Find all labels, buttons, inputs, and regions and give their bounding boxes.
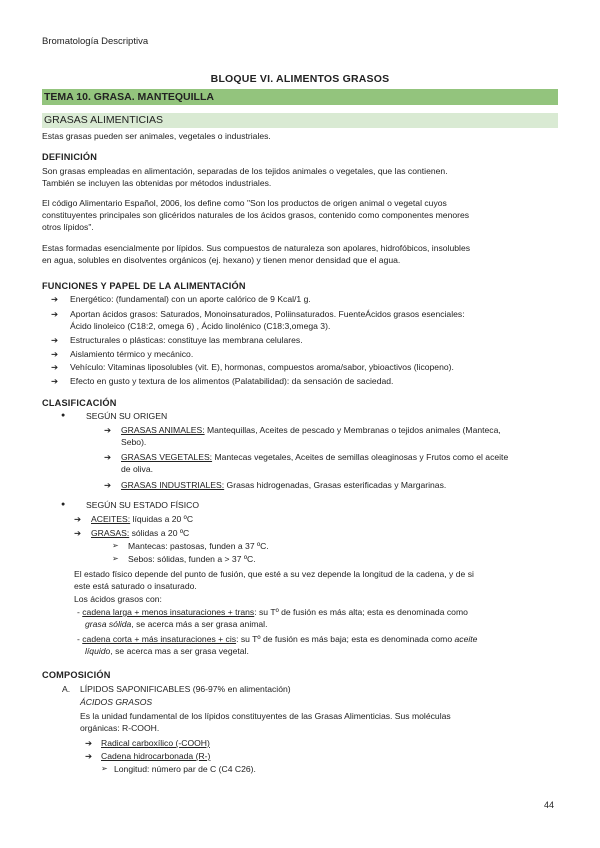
cadena-corta-text2: , se acerca mas a ser grasa vegetal.: [110, 646, 249, 656]
grasa-solida-italic: grasa sólida: [85, 619, 132, 629]
cadena-corta-text: : su Tº de fusión es más baja; esta es denominada como: [236, 634, 455, 644]
estado-fisico-p1-line1: El estado físico depende del punto de fusión, que esté a su vez depende la longitud de la cadena, y de si: [74, 569, 474, 579]
composicion-heading: COMPOSICIÓN: [42, 670, 111, 680]
definicion-p2-line1: El código Alimentario Español, 2006, los define como "Son los productos de origen animal o vegetal cuyos: [42, 198, 447, 208]
lipidos-saponificables: LÍPIDOS SAPONIFICABLES (96-97% en alimentación): [80, 684, 291, 694]
cadena-larga-text: : su Tº de fusión es más alta; esta es denominada como: [254, 607, 468, 617]
funcion-item: Energético: (fundamental) con un aporte calórico de 9 Kcal/1 g.: [70, 294, 311, 304]
definicion-p3-line1: Estas formadas esencialmente por lípidos. Sus compuestos de naturaleza son apolares, hidrofóbicos, insolubles: [42, 243, 471, 253]
arrow-icon: ➔: [85, 751, 93, 761]
sebos-line: Sebos: sólidas, funden a > 37 ºC.: [128, 554, 256, 564]
grasas-line: [91, 527, 189, 540]
funciones-heading: FUNCIONES Y PAPEL DE LA ALIMENTACIÓN: [42, 281, 246, 291]
grasas-animales-line1: [121, 424, 501, 437]
aceites-text: líquidas a 20 ºC: [130, 514, 194, 524]
cadena-larga-line1: - cadena larga + menos insaturaciones + trans: su Tº de fusión es más alta; esta es denominada como: [77, 607, 468, 617]
arrow-icon: ➔: [51, 309, 59, 319]
arrow-icon: ➔: [104, 425, 112, 435]
definicion-heading: DEFINICIÓN: [42, 152, 98, 162]
cadena-larga-text2: , se acerca más a ser grasa animal.: [131, 619, 268, 629]
arrow-icon: ➔: [85, 738, 93, 748]
aceite-italic: aceite: [454, 634, 478, 644]
grasas-vegetales-line1: [121, 451, 508, 464]
acidos-grasos-line1: Es la unidad fundamental de los lípidos constituyentes de las Grasas Alimenticias. Sus moléculas: [80, 711, 451, 721]
funcion-item: Aislamiento térmico y mecánico.: [70, 349, 194, 359]
aceites-line: [91, 513, 193, 526]
grasas-vegetales-label: GRASAS VEGETALES:: [121, 452, 213, 462]
longitud-line: Longitud: número par de C (C4 C26).: [114, 764, 256, 774]
grasas-industriales-label: GRASAS INDUSTRIALES:: [121, 480, 225, 490]
mantecas-line: Mantecas: pastosas, funden a 37 ºC.: [128, 541, 269, 551]
grasas-alimenticias-band: GRASAS ALIMENTICIAS: [42, 113, 558, 128]
acidos-grasos-subheading: ÁCIDOS GRASOS: [80, 697, 153, 707]
bullet-icon: ●: [61, 501, 66, 508]
grasas-vegetales-text: Mantecas vegetales, Aceites de semillas oleaginosas y Frutos como el aceite: [212, 452, 509, 462]
funcion-item: Ácido linoleico (C18:2, omega 6) , Ácido linolénico (C18:3,omega 3).: [70, 321, 331, 331]
grasas-animales-text: Mantequillas, Aceites de pescado y Membranas o tejidos animales (Manteca,: [204, 425, 501, 435]
tema-title-band: TEMA 10. GRASA. MANTEQUILLA: [42, 89, 558, 105]
cadena-corta-line2: [85, 645, 249, 658]
fisico-heading: SEGÚN SU ESTADO FÍSICO: [86, 500, 200, 510]
arrow-icon: ➔: [74, 514, 82, 524]
arrow-icon: ➔: [74, 528, 82, 538]
triangle-icon: ➢: [112, 554, 119, 563]
triangle-icon: ➢: [101, 764, 108, 773]
grasas-industriales-text: Grasas hidrogenadas, Grasas esterificadas y Margarinas.: [224, 480, 447, 490]
cadena-corta-label: cadena corta + más insaturaciones + cis: [82, 634, 237, 644]
clasificacion-heading: CLASIFICACIÓN: [42, 398, 117, 408]
grasas-text: sólidas a 20 ºC: [129, 528, 190, 538]
estado-fisico-p2: Los ácidos grasos con:: [74, 594, 162, 604]
list-letter-a: A.: [62, 684, 71, 694]
aceites-label: ACEITES:: [91, 514, 131, 524]
definicion-p1-line1: Son grasas empleadas en alimentación, separadas de los tejidos animales o vegetales, que las contienen.: [42, 166, 448, 176]
arrow-icon: ➔: [51, 335, 59, 345]
liquido-italic: líquido: [85, 646, 111, 656]
definicion-p2-line3: otros lípidos".: [42, 222, 94, 232]
definicion-p3-line2: en agua, solubles en disolventes orgánicos (ej. hexano) y tienen menor densidad que el agua.: [42, 255, 401, 265]
cadena-hidrocarbonada: Cadena hidrocarbonada (R-): [101, 751, 211, 761]
grasas-animales-label: GRASAS ANIMALES:: [121, 425, 205, 435]
funcion-item: Estructurales o plásticas: constituye las membrana celulares.: [70, 335, 303, 345]
funcion-item: Efecto en gusto y textura de los alimentos (Palatabilidad): da sensación de saciedad.: [70, 376, 394, 386]
cadena-corta-line1: - cadena corta + más insaturaciones + cis: su Tº de fusión es más baja; esta es denominada como aceite: [77, 634, 478, 644]
grasas-label: GRASAS:: [91, 528, 130, 538]
arrow-icon: ➔: [51, 362, 59, 372]
funcion-item: Aportan ácidos grasos: Saturados, Monoinsaturados, Poliinsaturados. FuenteÁcidos grasos esenciales:: [70, 309, 465, 319]
cadena-larga-label: cadena larga + menos insaturaciones + trans: [82, 607, 255, 617]
grasas-animales-line2: Sebo).: [121, 437, 147, 447]
block-title: BLOQUE VI. ALIMENTOS GRASOS: [210, 73, 390, 85]
grasas-vegetales-line2: de oliva.: [121, 464, 154, 474]
definicion-p2-line2: constituyentes principales son glicéridos naturales de los ácidos grasos, contenido como componentes menores: [42, 210, 470, 220]
funcion-item: Vehículo: Vitaminas liposolubles (vit. E), hormonas, compuestos aroma/sabor, ybioactivos (licopeno).: [70, 362, 454, 372]
triangle-icon: ➢: [112, 541, 119, 550]
cadena-larga-line2: [85, 618, 267, 631]
acidos-grasos-line2: orgánicas: R-COOH.: [80, 723, 160, 733]
intro-text: Estas grasas pueden ser animales, vegetales o industriales.: [42, 131, 271, 141]
grasas-industriales-line: [121, 479, 446, 492]
running-header: Bromatología Descriptiva: [42, 36, 149, 47]
origen-heading: SEGÚN SU ORIGEN: [86, 411, 168, 421]
arrow-icon: ➔: [51, 376, 59, 386]
page-number: 44: [544, 800, 555, 810]
arrow-icon: ➔: [104, 452, 112, 462]
radical-carboxilico: Radical carboxílico (-COOH): [101, 738, 210, 748]
arrow-icon: ➔: [104, 480, 112, 490]
bullet-icon: ●: [61, 412, 66, 419]
definicion-p1-line2: También se incluyen las obtenidas por métodos industriales.: [42, 178, 272, 188]
arrow-icon: ➔: [51, 294, 59, 304]
estado-fisico-p1-line2: este está saturado o insaturado.: [74, 581, 197, 591]
arrow-icon: ➔: [51, 349, 59, 359]
